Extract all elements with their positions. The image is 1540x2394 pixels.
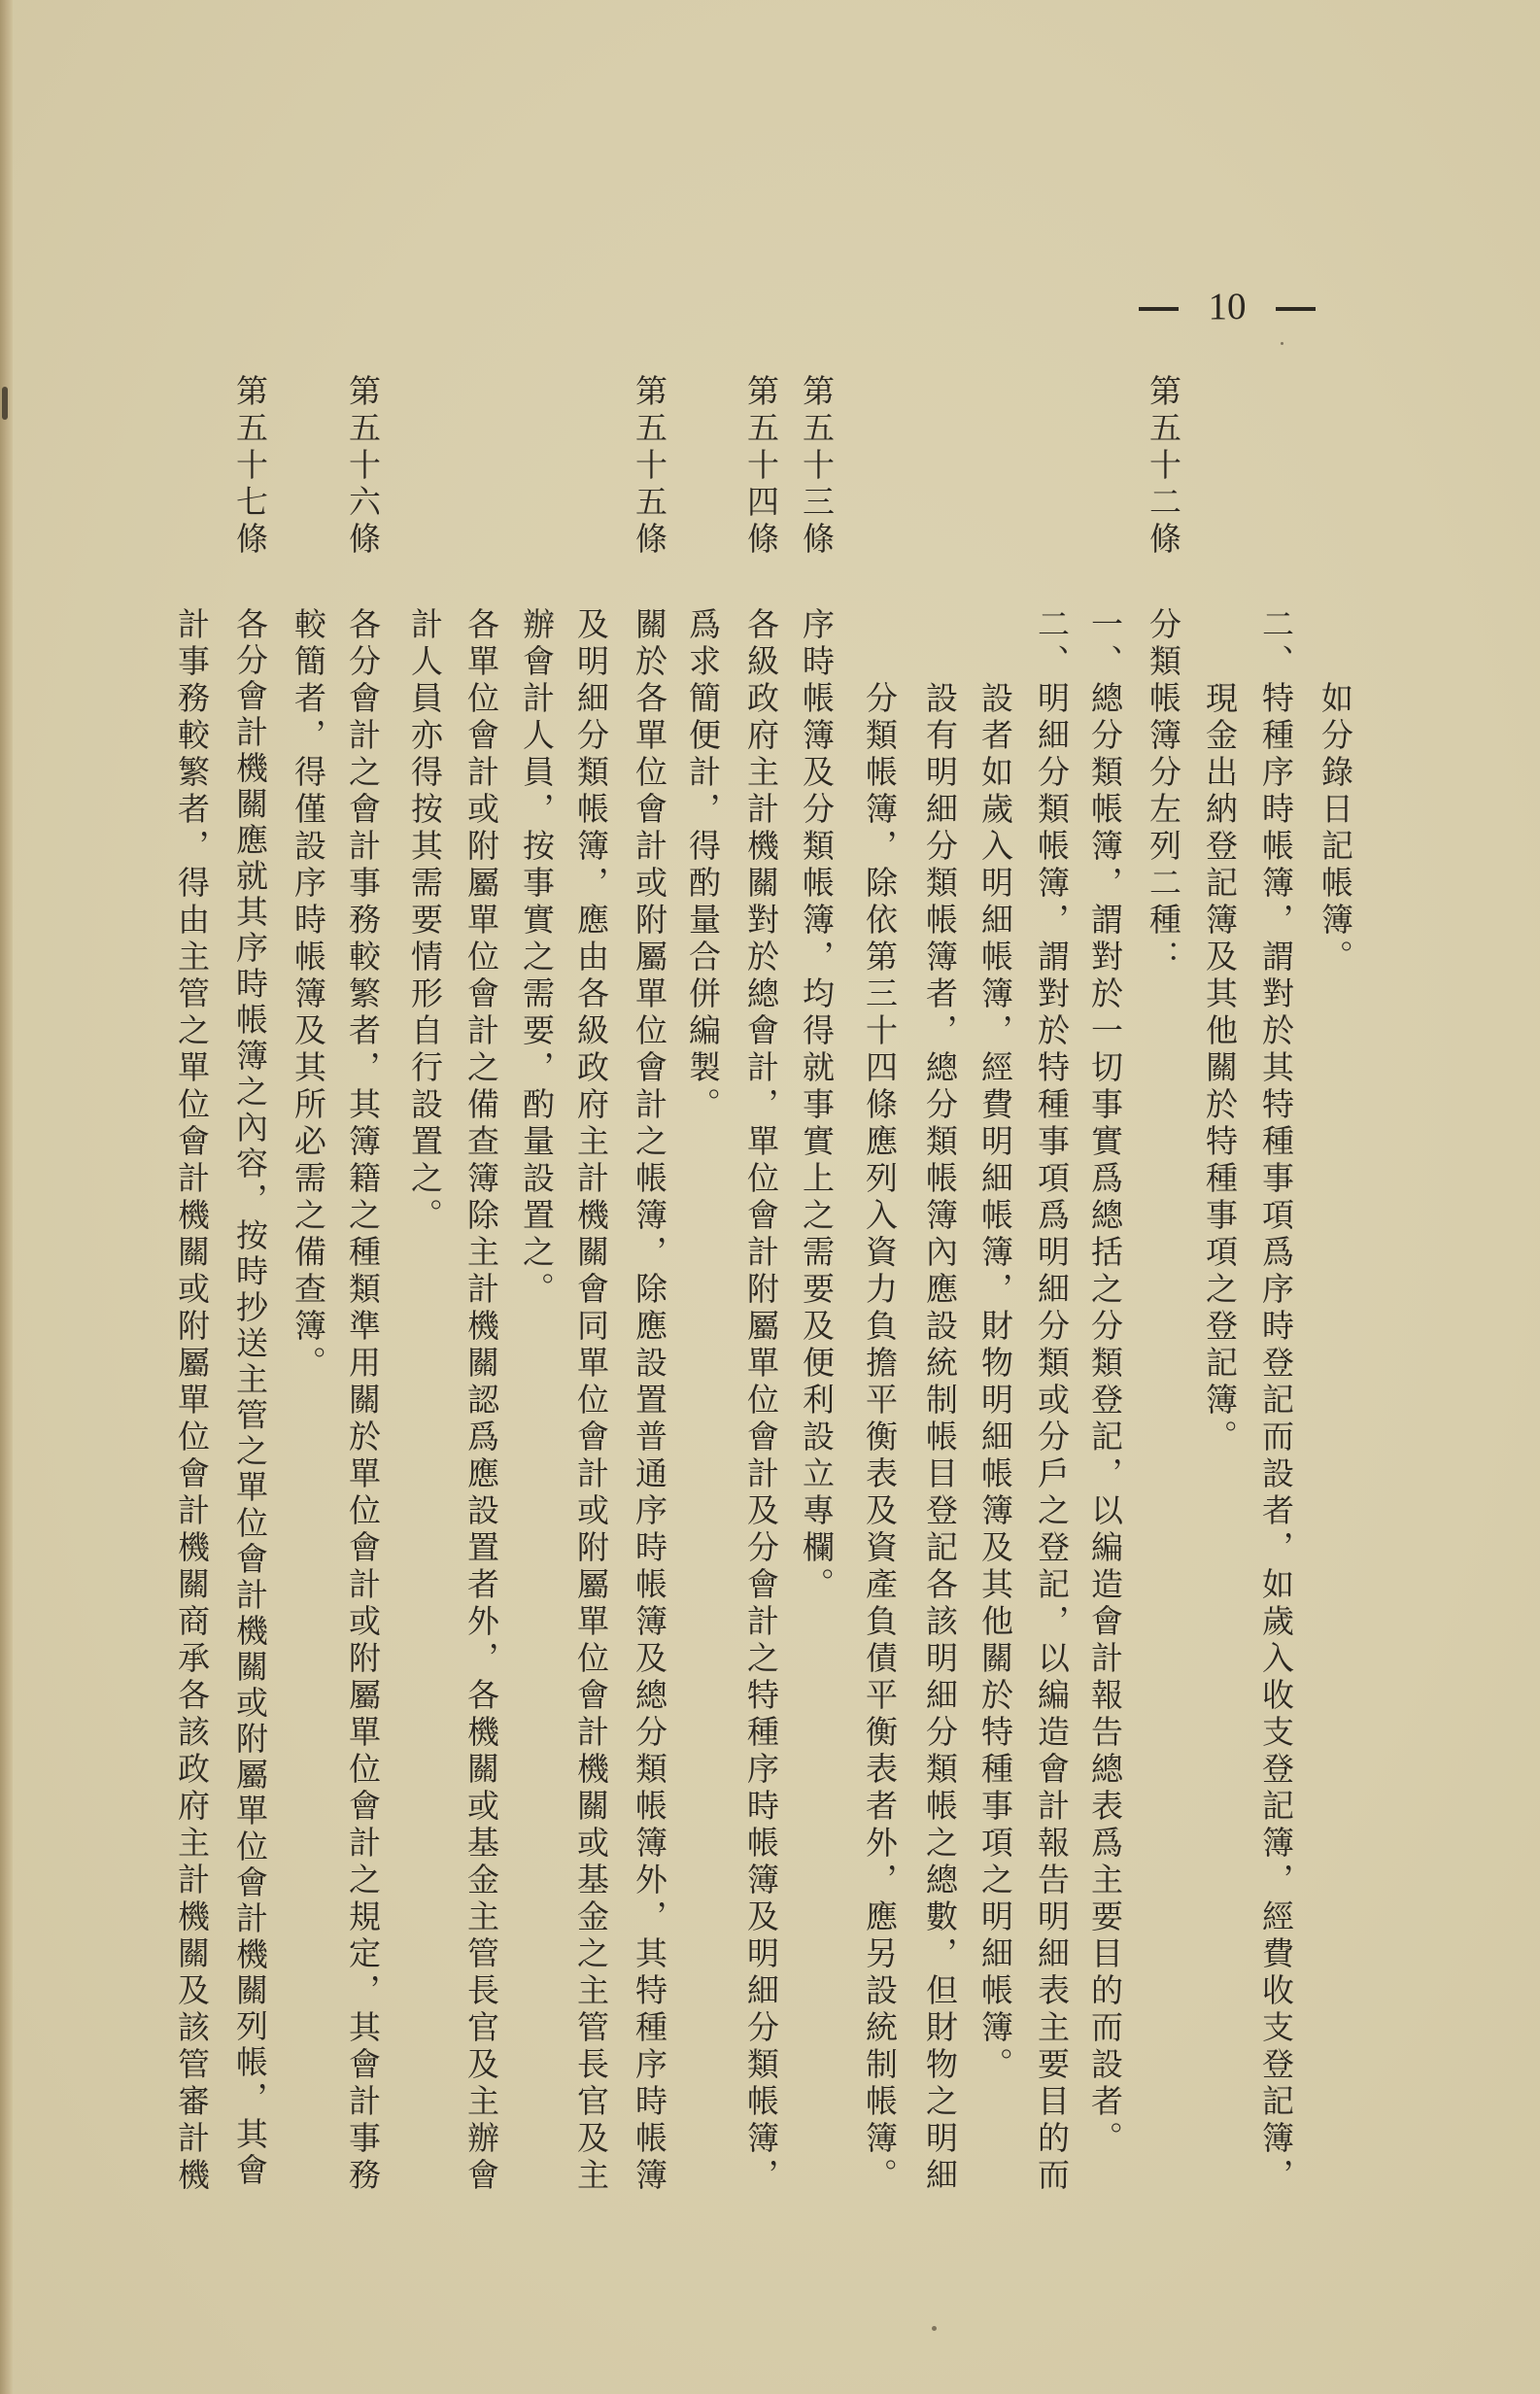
article-55-line: 辦會計人員，按事實之需要，酌量設置之。 — [518, 607, 556, 1309]
article-55-line: 關於各單位會計或附屬單位會計之帳簿，除應設置普通序時帳簿及總分類帳簿外，其特種序時帳簿 — [631, 607, 668, 2195]
article-53-line: 序時帳簿及分類帳簿，均得就事實上之需要及便利設立專欄。 — [798, 607, 836, 1604]
paper-speck — [1281, 342, 1283, 345]
page-number-dash-right — [1276, 307, 1316, 311]
article-52-paragraph-continuation: 分類帳簿，除依第三十四條應列入資力負擔平衡表及資產負債平衡表者外，應另設統制帳簿。 — [861, 681, 899, 2195]
article-54-label: 第五十四條 — [742, 374, 780, 559]
page-number-value: 10 — [1208, 286, 1247, 327]
article-52-line: 分類帳簿分左列二種： — [1145, 607, 1182, 976]
page-number — [1139, 286, 1316, 328]
paper-speck — [932, 2326, 937, 2331]
article-57-line: 各分會計機關應就其序時帳簿之內容，按時抄送主管之單位會計機關或附屬單位會計機關列帳，其會 — [231, 607, 269, 2189]
article-53-label: 第五十三條 — [798, 374, 836, 559]
article-57-line: 計事務較繁者，得由主管之單位會計機關或附屬單位會計機關商承各該政府主計機關及該管審計機 — [173, 607, 211, 2195]
book-binding-edge — [0, 0, 13, 2394]
article-57-label: 第五十七條 — [231, 374, 269, 559]
article-55-label: 第五十五條 — [631, 374, 668, 559]
article-52-label: 第五十二條 — [1145, 374, 1182, 559]
page-number-dash-left — [1139, 307, 1179, 311]
article-56-line: 各分會計之會計事務較繁者，其簿籍之種類準用關於單位會計或附屬單位會計之規定，其會計事務 — [344, 607, 382, 2195]
carryover-line-1: 如分錄日記帳簿。 — [1317, 681, 1354, 976]
article-52-item-2-continuation: 設者如歲入明細帳簿，經費明細帳簿，財物明細帳簿及其他關於特種事項之明細帳簿。 — [976, 681, 1014, 2084]
article-52-item-1: 一、總分類帳簿，謂對於一切事實爲總括之分類登記，以編造會計報告總表爲主要目的而設者。 — [1086, 607, 1124, 2158]
article-54-line: 各級政府主計機關對於總會計，單位會計附屬單位會計及分會計之特種序時帳簿及明細分類帳簿， — [742, 607, 780, 2195]
carryover-item-2: 二、特種序時帳簿，謂對於其特種事項爲序時登記而設者，如歲入收支登記簿，經費收支登記簿， — [1257, 607, 1295, 2195]
article-52-item-2: 二、明細分類帳簿，謂對於特種事項爲明細分類或分戶之登記，以編造會計報告明細表主要目的而 — [1033, 607, 1071, 2195]
article-56-line: 較簡者，得僅設序時帳簿及其所必需之備查簿。 — [290, 607, 327, 1383]
article-56-label: 第五十六條 — [344, 374, 382, 559]
article-55-paragraph-2: 各單位會計或附屬單位會計之備查簿除主計機關認爲應設置者外，各機關或基金主管長官及主辦會 — [462, 607, 500, 2195]
article-52-paragraph: 設有明細分類帳簿者，總分類帳簿內應設統制帳目登記各該明細分類帳之總數，但財物之明細 — [921, 681, 959, 2195]
article-55-paragraph-2: 計人員亦得按其需要情形自行設置之。 — [406, 607, 444, 1235]
carryover-item-2-continuation: 現金出納登記簿及其他關於特種事項之登記簿。 — [1201, 681, 1239, 1456]
article-55-line: 及明細分類帳簿，應由各級政府主計機關會同單位會計或附屬單位會計機關或基金之主管長官及主 — [572, 607, 610, 2195]
binding-ink-mark — [2, 387, 8, 420]
article-54-line: 爲求簡便計，得酌量合併編製。 — [684, 607, 722, 1124]
